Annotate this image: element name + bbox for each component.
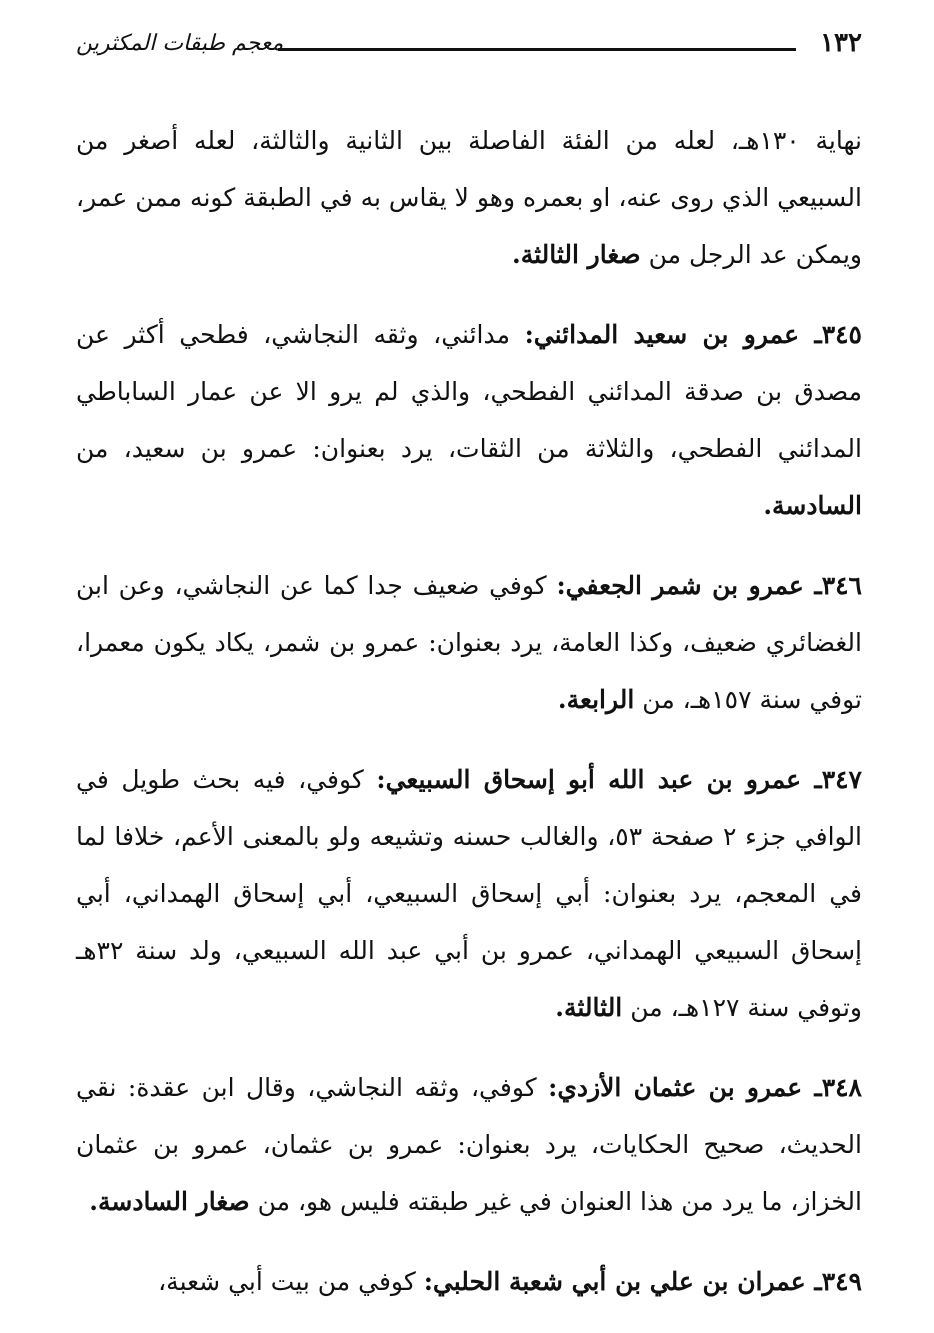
paragraph-continuation — [76, 112, 862, 283]
entry-heading: ٣٤٥ـ عمرو بن سعيد المدائني: — [524, 320, 862, 349]
entry-body: كوفي، وثقه النجاشي، وقال ابن عقدة: نقي الحديث، صحيح الحكايات، يرد بعنوان: عمرو بن عثمان، عمرو بن عثمان الخزاز، ما يرد من هذا العنوان في غير طبقته فليس هو، من — [76, 1073, 862, 1216]
entry-heading: ٣٤٧ـ عمرو بن عبد الله أبو إسحاق السبيعي: — [376, 765, 862, 794]
entry-body: كوفي من بيت أبي شعبة، — [158, 1267, 424, 1296]
entry-heading: ٣٤٩ـ عمران بن علي بن أبي شعبة الحلبي: — [423, 1267, 862, 1296]
entry-tier: الثالثة. — [555, 993, 623, 1022]
paragraph-entry-346 — [76, 557, 862, 728]
entry-tier: صغار السادسة. — [89, 1187, 250, 1216]
entry-body: نهاية ١٣٠هـ، لعله من الفئة الفاصلة بين الثانية والثالثة، لعله أصغر من السبيعي الذي روى عنه، او بعمره وهو لا يقاس به في الطبقة كونه ممن عمر، ويمكن عد الرجل من — [76, 126, 862, 269]
entry-tier: صغار الثالثة. — [511, 240, 641, 269]
header-rule — [278, 48, 796, 51]
book-title: معجم طبقات المكثرين — [76, 31, 284, 56]
entry-body: كوفي، فيه بحث طويل في الوافي جزء ٢ صفحة ٥٣، والغالب حسنه وتشيعه ولو بالمعنى الأعم، خلافا لما في المعجم، يرد بعنوان: أبي إسحاق السبيعي، أبي إسحاق الهمداني، أبي إسحاق السبيعي الهمداني، عمرو بن أبي عبد الله السبيعي، ولد سنة ٣٢هـ وتوفي سنة ١٢٧هـ، من — [76, 765, 863, 1022]
entry-heading: ٣٤٨ـ عمرو بن عثمان الأزدي: — [548, 1073, 862, 1102]
paragraph-entry-349 — [76, 1253, 862, 1310]
page-body — [76, 112, 862, 1333]
entry-body: مدائني، وثقه النجاشي، فطحي أكثر عن مصدق بن صدقة المدائني الفطحي، والذي لم يرو الا عن عمار الساباطي المدائني الفطحي، والثلاثة من الثقات، يرد بعنوان: عمرو بن سعيد، من — [76, 320, 862, 463]
entry-tier: السادسة. — [763, 491, 862, 520]
running-header — [76, 0, 862, 70]
paragraph-entry-345 — [76, 306, 862, 534]
paragraph-entry-348 — [76, 1059, 862, 1230]
entry-body: كوفي ضعيف جدا كما عن النجاشي، وعن ابن الغضائري ضعيف، وكذا العامة، يرد بعنوان: عمرو بن شمر، يكاد يكون معمرا، توفي سنة ١٥٧هـ، من — [76, 571, 862, 714]
paragraph-entry-347 — [76, 751, 862, 1036]
entry-tier: الرابعة. — [557, 685, 635, 714]
entry-heading: ٣٤٦ـ عمرو بن شمر الجعفي: — [556, 571, 862, 600]
page-number: ١٣٢ — [820, 28, 862, 58]
